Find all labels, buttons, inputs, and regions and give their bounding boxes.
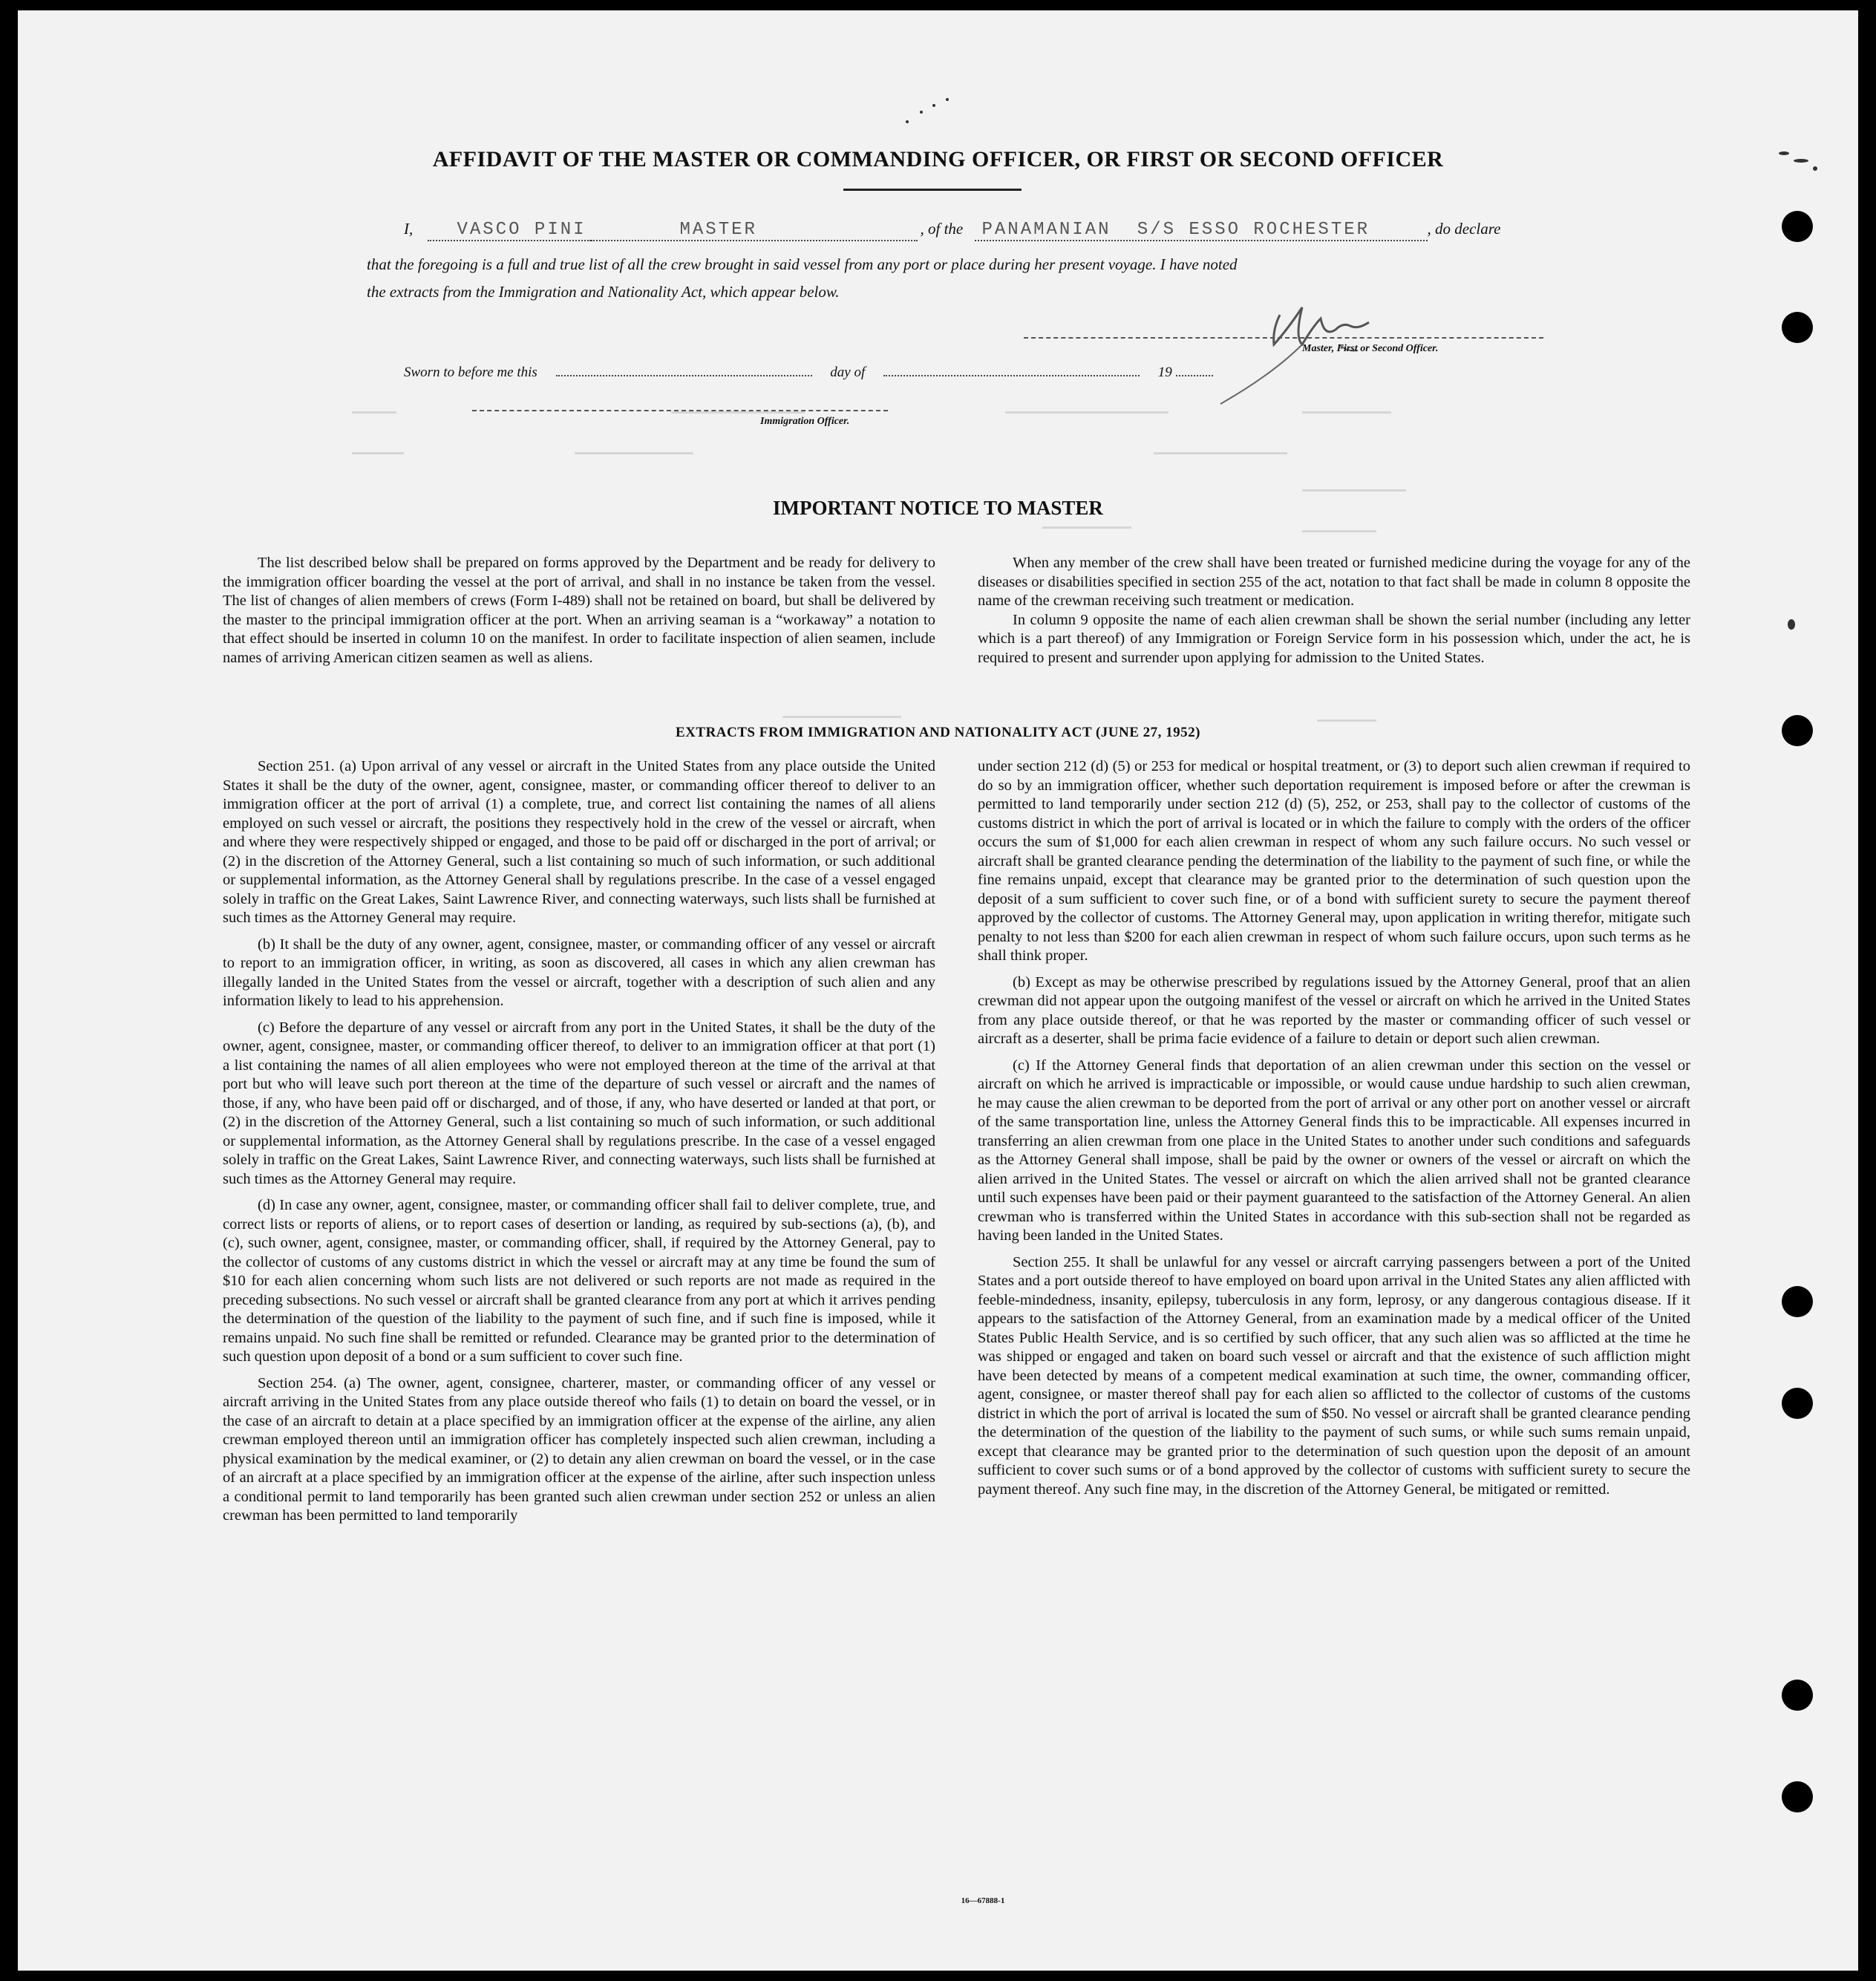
notice-right-paragraph-2: In column 9 opposite the name of each alien crewman shall be shown the serial number (including any letter which is a part thereof) of any Immigration or Foreign Service form in his possession which, under the act, he is required to present and surrender upon applying for admission to the United States. — [978, 611, 1690, 666]
vessel-name-value: S/S ESSO ROCHESTER — [1137, 220, 1370, 240]
notice-left-paragraph: The list described below shall be prepared on forms approved by the Department and be ready for delivery to the immigration officer boarding the vessel at the port of arrival, and shall in no instance be taken from the vessel. The list of changes of alien members of crews (Form I-489) shall not be retained on board, but shall be delivered by the master to the principal immigration officer at the port. When an arriving seaman is a “workaway” a notation to that effect should be inserted in column 10 on the manifest. In order to facilitate inspection of alien seamen, include names of arriving American citizen seamen as well as aliens. — [223, 555, 935, 666]
master-name-value: VASCO PINI — [457, 220, 586, 240]
master-name-field[interactable] — [428, 220, 591, 241]
notice-right-column — [978, 554, 1690, 668]
immigration-officer-line[interactable] — [472, 410, 888, 411]
punch-hole — [1782, 1680, 1813, 1711]
signature-line[interactable] — [1024, 337, 1543, 339]
sworn-day-field[interactable] — [556, 375, 812, 376]
immigration-officer-caption: Immigration Officer. — [760, 416, 850, 427]
sworn-year-field[interactable] — [1176, 375, 1213, 376]
signature-caption: Master, First or Second Officer. — [1302, 343, 1439, 354]
nationality-value: PANAMANIAN — [981, 220, 1111, 240]
sworn-label: Sworn to before me this — [404, 365, 537, 380]
speck-mark — [906, 120, 909, 123]
notice-right-paragraph-1: When any member of the crew shall have been treated or furnished medicine during the voyage for any of the diseases or disabilities specified in section 255 of the act, notation to that fact shall be made in column 8 opposite the name of the crewman receiving such treatment or medication. — [978, 555, 1690, 609]
section-251-a: Section 251. (a) Upon arrival of any vessel or aircraft in the United States from any place outside the United States it shall be the duty of the owner, agent, consignee, master, or commanding officer thereof to deliver to an immigration officer at the port of arrival (1) a complete, true, and correct list containing the names of all aliens employed on such vessel or aircraft, the positions they respectively hold in the crew of the vessel or aircraft, when and where they were respectively shipped or engaged, and those to be paid off or discharged in the port of arrival; or (2) in the discretion of the Attorney General, such a list containing so much of such information, or such additional or supplemental information, as the Attorney General shall by regulations prescribe. In the case of a vessel engaged solely in traffic on the Great Lakes, Saint Lawrence River, and connecting waterways, such lists shall be furnished at such times as the Attorney General may require. — [223, 758, 935, 926]
year-label: 19 — [1157, 365, 1172, 380]
section-254-a: Section 254. (a) The owner, agent, consignee, charterer, master, or commanding officer of any vessel or aircraft arriving in the United States from any place outside thereof who fails (1) to detain on board the vessel, or in the case of an aircraft to detain at a place specified by an immigration officer at the expense of the airline, any alien crewman employed thereon until an immigration officer has completely inspected such alien crewman, including a physical examination by the medical examiner, or (2) to detain any alien crewman on board the vessel, or in the case of an aircraft at a place specified by an immigration officer at the expense of the airline, after such inspection unless a conditional permit to land temporarily has been granted such alien crewman under section 252 or unless an alien crewman has been permitted to land temporarily — [223, 1374, 935, 1524]
speck-mark — [932, 104, 935, 107]
section-254-a-continued: under section 212 (d) (5) or 253 for medical or hospital treatment, or (3) to deport such alien crewman if required to do so by an immigration officer, whether such deportation requirement is imposed before or after the crewman is permitted to land temporarily under section 212 (d) (5), 252, or 253, shall pay to the collector of customs of the customs district in which the port of arrival is located or in which the failure to comply with the orders of the officer occurs the sum of $1,000 for each alien crewman in respect of whom any such failure occurs. No such vessel or aircraft shall be granted clearance pending the determination of the liability to the payment of such fine, or while the fine remains unpaid, except that clearance may be granted prior to the determination of such question upon the deposit of a sum sufficient to cover such fine, or of a bond with sufficient surety to secure the payment thereof approved by the collector of customs. The Attorney General may, upon application in writing therefor, mitigate such penalty to not less than $200 for each alien crewman in respect of whom such failure occurs, upon such terms as he shall think proper. — [978, 758, 1690, 964]
section-251-b: (b) It shall be the duty of any owner, agent, consignee, master, or commanding officer of any vessel or aircraft to report to an immigration officer, in writing, as soon as discovered, all cases in which any alien crewman has illegally landed in the United States from the vessel or aircraft, together with a description of such alien and any information likely to lead to his apprehension. — [223, 936, 935, 1009]
sworn-month-field[interactable] — [883, 375, 1140, 376]
sworn-line — [404, 365, 1213, 381]
punch-hole — [1782, 1388, 1813, 1419]
extracts-right-column — [978, 757, 1690, 1499]
day-of-label: day of — [830, 365, 866, 380]
punch-hole — [1782, 1286, 1813, 1317]
declaration-line — [404, 220, 1500, 241]
section-251-d: (d) In case any owner, agent, consignee, master, or commanding officer shall fail to deliver complete, true, and correct lists or reports of aliens, or to report cases of desertion or landing, as required by sub-sections (a), (b), and (c), such owner, agent, consignee, master, or commanding officer, shall, if required by the Attorney General, pay to the collector of customs of any customs district in which the vessel or aircraft may at any time be found the sum of $10 for each alien concerning whom such lists are not delivered or such reports are not made as required in the preceding subsections. No such vessel or aircraft shall be granted clearance from any port at which it arrives pending the determination of the question of the liability to the payment of such fine, and if such fine is imposed, while it remains unpaid. No such fine shall be remitted or refunded. Clearance may be granted prior to the determination of such question upon deposit of a bond or a sum sufficient to cover such fine. — [223, 1197, 935, 1365]
document-page — [18, 10, 1858, 1971]
punch-hole — [1782, 312, 1813, 343]
title-rule — [843, 189, 1022, 191]
form-code: 16—67888-1 — [961, 1896, 1005, 1905]
section-254-b: (b) Except as may be otherwise prescribed by regulations issued by the Attorney General, proof that an alien crewman did not appear upon the outgoing manifest of the vessel or aircraft on which he arrived in the United States from any place outside thereof, or that he was reported by the master or commanding officer of such vessel or aircraft as a deserter, shall be prima facie evidence of a failure to detain or deport such alien crewman. — [978, 973, 1690, 1047]
rank-field[interactable] — [591, 220, 918, 241]
speck-mark — [1788, 619, 1795, 630]
notice-left-column — [223, 554, 935, 668]
extracts-left-column — [223, 757, 935, 1526]
declaration-body-line-2: the extracts from the Immigration and Nationality Act, which appear below. — [367, 283, 840, 301]
affidavit-title: AFFIDAVIT OF THE MASTER OR COMMANDING OFFICER, OR FIRST OR SECOND OFFICER — [432, 147, 1444, 172]
punch-hole — [1782, 211, 1813, 242]
declaration-body-line-1: that the foregoing is a full and true list of all the crew brought in said vessel from any port or place during her present voyage. I have noted — [367, 255, 1238, 273]
section-255: Section 255. It shall be unlawful for any vessel or aircraft carrying passengers between a port of the United States and a port outside thereof to have employed on board upon arrival in the United States any alien afflicted with feeble-mindedness, insanity, epilepsy, tuberculosis in any form, leprosy, or any dangerous contagious disease. If it appears to the satisfaction of the Attorney General, from an examination made by a medical officer of the United States Public Health Service, and is so certified by such officer, that any such alien was so afflicted at the time he was shipped or engaged and taken on board such vessel or aircraft and that the existence of such affliction might have been detected by means of a competent medical examination at such time, the owner, commanding officer, agent, consignee, or master thereof shall pay for each alien so afflicted to the collector of customs of the customs district in which the port of arrival is located the sum of $50. No vessel or aircraft shall be granted clearance pending the determination of the question of the liability to the payment of such sums, or while such sums remain unpaid, except that clearance may be granted prior to the determination of such question upon the deposit of an amount sufficient to cover such sums or of a bond approved by the collector of customs with sufficient surety to secure the payment thereof. Any such fine may, in the discretion of the Attorney General, be mitigated or remitted. — [978, 1253, 1690, 1498]
section-254-c: (c) If the Attorney General finds that deportation of an alien crewman under this section on the vessel or aircraft on which he arrived is impracticable or impossible, or would cause undue hardship to such alien crewman, he may cause the alien crewman to be deported from the port of arrival or any other port on another vessel or aircraft of the same transportation line, unless the Attorney General finds this to be impracticable. All expenses incurred in transferring an alien crewman from one place in the United States to another under such conditions and safeguards as the Attorney General shall impose, shall be paid by the owner or owners of the vessel or aircraft on which the alien arrived in the United States. The vessel or aircraft on which the alien arrived shall not be granted clearance until such expenses have been paid or their payment guaranteed to the satisfaction of the Attorney General. An alien crewman who is transferred within the United States in accordance with this sub-section shall not be regarded as having been landed in the United States. — [978, 1057, 1690, 1244]
of-the-label: , of the — [920, 220, 964, 238]
vessel-field[interactable] — [975, 220, 1428, 241]
extracts-title: EXTRACTS FROM IMMIGRATION AND NATIONALITY ACT (JUNE 27, 1952) — [676, 725, 1200, 740]
notice-title: IMPORTANT NOTICE TO MASTER — [773, 497, 1103, 519]
section-251-c: (c) Before the departure of any vessel or aircraft from any port in the United States, it shall be the duty of the owner, agent, consignee, master, or commanding officer thereof, to deliver to an immigration officer at that port (1) a list containing the names of all alien employees who were not employed thereon at the time of the arrival at that port but who will leave such port thereon at the time of the departure of such vessel or aircraft and the names of those, if any, who have been paid off or discharged, and of those, if any, who have deserted or landed at that port, or (2) in the discretion of the Attorney General, such a list containing so much of such information, or such additional or supplemental information, as the Attorney General shall by regulations prescribe. In the case of a vessel engaged solely in traffic on the Great Lakes, Saint Lawrence River, and connecting waterways, such lists shall be furnished at such times as the Attorney General may require. — [223, 1019, 935, 1187]
declare-label: , do declare — [1427, 220, 1501, 238]
rank-value: MASTER — [679, 220, 757, 240]
speck-mark — [920, 111, 923, 114]
i-label: I, — [404, 220, 414, 238]
punch-hole — [1782, 1781, 1813, 1812]
speck-mark — [946, 98, 949, 101]
